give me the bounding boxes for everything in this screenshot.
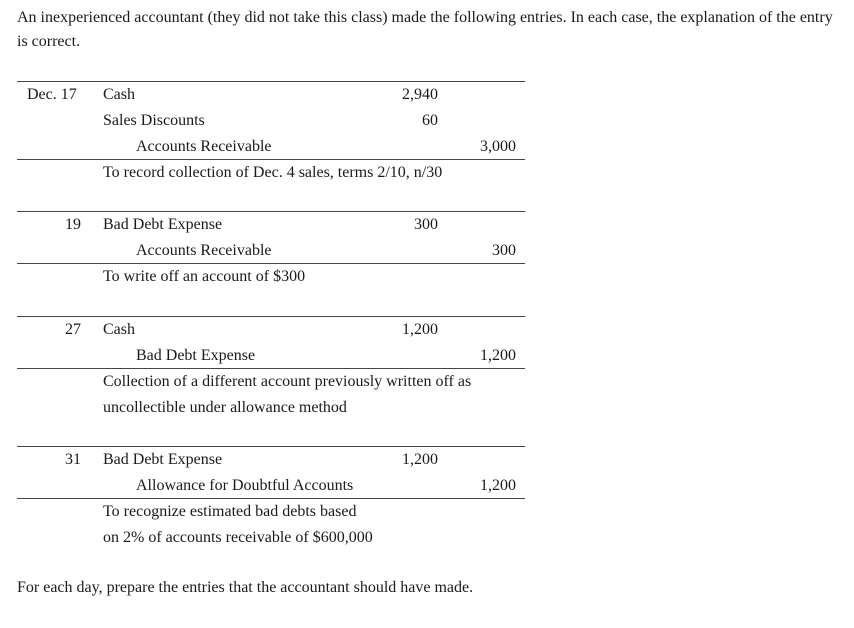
credit-amount: 1,200 <box>480 347 516 364</box>
entry-date: Dec. 17 <box>27 86 77 103</box>
debit-account: Sales Discounts <box>103 112 205 129</box>
debit-amount: 60 <box>422 112 438 129</box>
debit-account: Cash <box>103 321 135 338</box>
explanation-rule <box>17 263 525 264</box>
entry-explanation: uncollectible under allowance method <box>103 399 347 416</box>
debit-account: Bad Debt Expense <box>103 216 223 233</box>
entry-explanation: on 2% of accounts receivable of $600,000 <box>103 529 373 546</box>
credit-account: Accounts Receivable <box>136 138 272 155</box>
entry-top-rule <box>17 446 525 447</box>
debit-amount: 1,200 <box>402 321 438 338</box>
debit-account: Bad Debt Expense <box>103 451 223 468</box>
entry-date: 19 <box>65 216 81 233</box>
entry-top-rule <box>17 211 525 212</box>
credit-amount: 1,200 <box>480 477 516 494</box>
entry-date: 27 <box>65 321 81 338</box>
entry-explanation: To write off an account of $300 <box>103 268 306 285</box>
explanation-rule <box>17 159 525 160</box>
debit-amount: 1,200 <box>402 451 438 468</box>
debit-amount: 2,940 <box>402 86 438 103</box>
credit-account: Accounts Receivable <box>136 242 272 259</box>
instruction-text: For each day, prepare the entries that the accountant should have made. <box>17 579 474 596</box>
credit-account: Bad Debt Expense <box>136 347 256 364</box>
explanation-rule <box>17 368 525 369</box>
entry-explanation: To recognize estimated bad debts based <box>103 503 357 520</box>
credit-account: Allowance for Doubtful Accounts <box>136 477 354 494</box>
entry-explanation: To record collection of Dec. 4 sales, terms 2/10, n/30 <box>103 164 443 181</box>
debit-account: Cash <box>103 86 135 103</box>
credit-amount: 3,000 <box>480 138 516 155</box>
debit-amount: 300 <box>414 216 438 233</box>
entry-top-rule <box>17 316 525 317</box>
intro-text: An inexperienced accountant (they did not take this class) made the following entries. In each case, the explanation of the entry is correct. <box>17 9 833 50</box>
entry-top-rule <box>17 81 525 82</box>
entry-date: 31 <box>65 451 81 468</box>
credit-amount: 300 <box>492 242 516 259</box>
entry-explanation: Collection of a different account previously written off as <box>103 373 472 390</box>
explanation-rule <box>17 498 525 499</box>
